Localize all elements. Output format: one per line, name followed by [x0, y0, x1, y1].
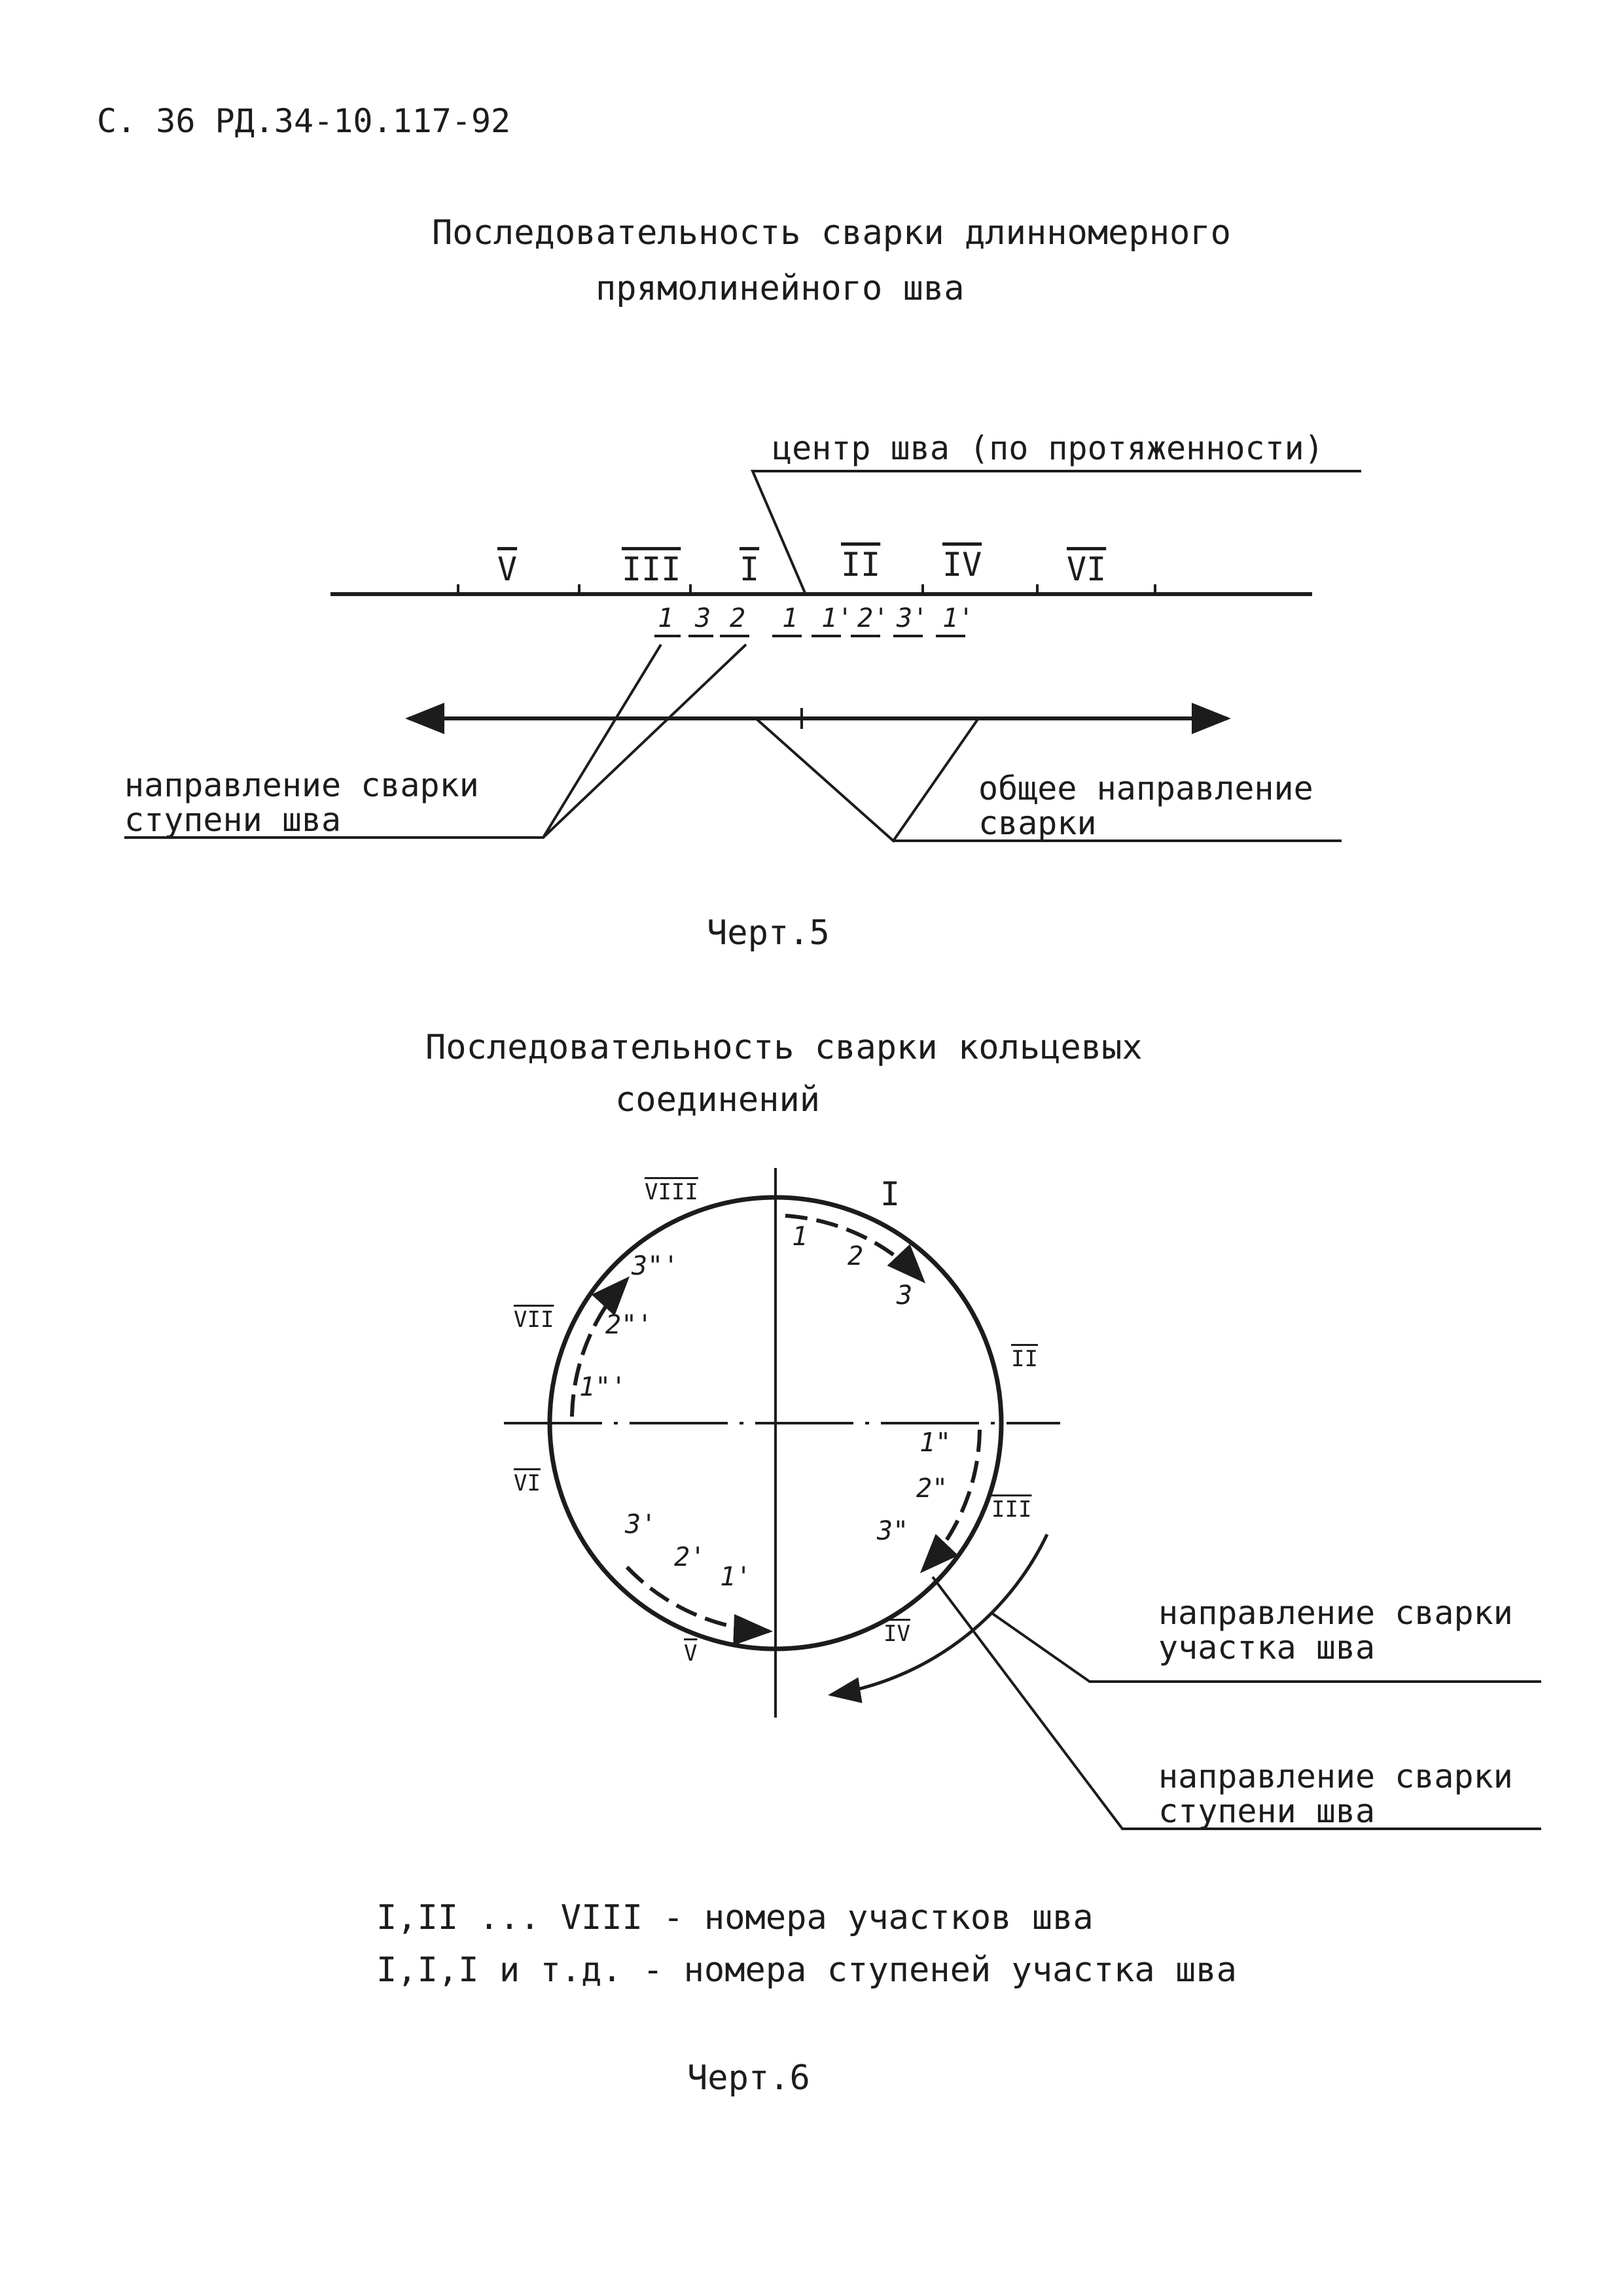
- fig6-legend-line2: I,I,I и т.д. - номера ступеней участка шва: [376, 1951, 1237, 1990]
- fig5-section-vi: $\overline{VI}$: [1067, 550, 1107, 588]
- fig6-section-ii: $\overline{II}$: [1011, 1346, 1038, 1372]
- fig6-section-dir-arc: [831, 1534, 1047, 1695]
- fig6-section-iii: $\overline{III}$: [991, 1496, 1032, 1523]
- fig5-section-iv: $\overline{IV}$: [942, 546, 982, 584]
- fig5-title-line2: прямолинейного шва: [596, 269, 965, 308]
- fig5-section-iii: $\overline{III}$: [622, 550, 681, 588]
- fig6-legend-line1: I,II ... VIII - номера участков шва: [376, 1898, 1094, 1937]
- fig5-step-3p: 3': [897, 603, 929, 633]
- fig5-general-dir-label-l2: сварки: [978, 804, 1097, 842]
- fig5-step-2: 2: [730, 603, 746, 633]
- fig5-step-1b: 1: [782, 603, 798, 633]
- fig6-section-dir-label-l2: участка шва: [1158, 1629, 1376, 1667]
- fig5-section-i: $\overline{I}$: [740, 550, 760, 588]
- fig6-step-q1-3: 3: [897, 1280, 913, 1311]
- fig5-caption: Черт.5: [707, 913, 830, 953]
- fig5-step-3: 3: [695, 603, 711, 633]
- fig6-step-dir-label-l1: направление сварки: [1158, 1757, 1513, 1795]
- fig6-step-q1-1: 1: [792, 1222, 808, 1252]
- fig6-step-q2-3: 3"': [632, 1251, 679, 1281]
- fig6-step-q3-3: 3": [877, 1516, 909, 1546]
- fig5-section-v: $\overline{V}$: [497, 550, 518, 588]
- fig6-title-line1: Последовательность сварки кольцевых: [425, 1028, 1143, 1067]
- fig5-step-dir-label-l1: направление сварки: [124, 766, 479, 804]
- fig5-section-ii: $\overline{II}$: [841, 546, 881, 584]
- fig6-section-dir-label-l1: направление сварки: [1158, 1594, 1513, 1632]
- fig5-step-1pp: 1': [942, 603, 974, 633]
- fig6-section-viii: VIII: [645, 1179, 698, 1205]
- fig5-step-2p: 2': [857, 603, 889, 633]
- fig6-step-q4-1: 1': [720, 1562, 752, 1592]
- fig6-step-q4-3: 3': [625, 1510, 657, 1540]
- fig6-section-vii: $\overline{VII}$: [514, 1307, 554, 1333]
- fig6-step-q1-2: 2: [847, 1241, 864, 1271]
- fig6-step-q3-1: 1": [919, 1428, 952, 1458]
- fig6-caption: Черт.6: [687, 2058, 810, 2098]
- fig5-step-dir-label-l2: ступени шва: [124, 801, 342, 839]
- fig6-section-v: $\overline{V}$: [684, 1640, 698, 1667]
- fig6-title-line2: соединений: [615, 1080, 821, 1120]
- fig6-step-dir-label-l2: ступени шва: [1158, 1792, 1376, 1830]
- fig5-step-1a: 1: [658, 603, 674, 633]
- fig6-step-q4-2: 2': [674, 1542, 706, 1572]
- fig6-step-q2-1: 1"': [579, 1372, 627, 1402]
- fig5-title-line1: Последовательность сварки длинномерного: [432, 213, 1231, 253]
- fig5-step-1p: 1': [821, 603, 853, 633]
- fig6-section-iv: $\overline{IV}$: [883, 1621, 910, 1647]
- fig5-center-label: центр шва (по протяженности): [772, 429, 1324, 467]
- fig6-section-i: I: [880, 1175, 901, 1213]
- fig6-step-q2-2: 2"': [605, 1310, 653, 1340]
- page-header: С. 36 РД.34-10.117-92: [97, 102, 511, 140]
- fig6-section-vi: $\overline{VI}$: [514, 1470, 541, 1496]
- fig5-general-dir-label-l1: общее направление: [978, 769, 1313, 807]
- fig6-step-q3-2: 2": [916, 1474, 948, 1504]
